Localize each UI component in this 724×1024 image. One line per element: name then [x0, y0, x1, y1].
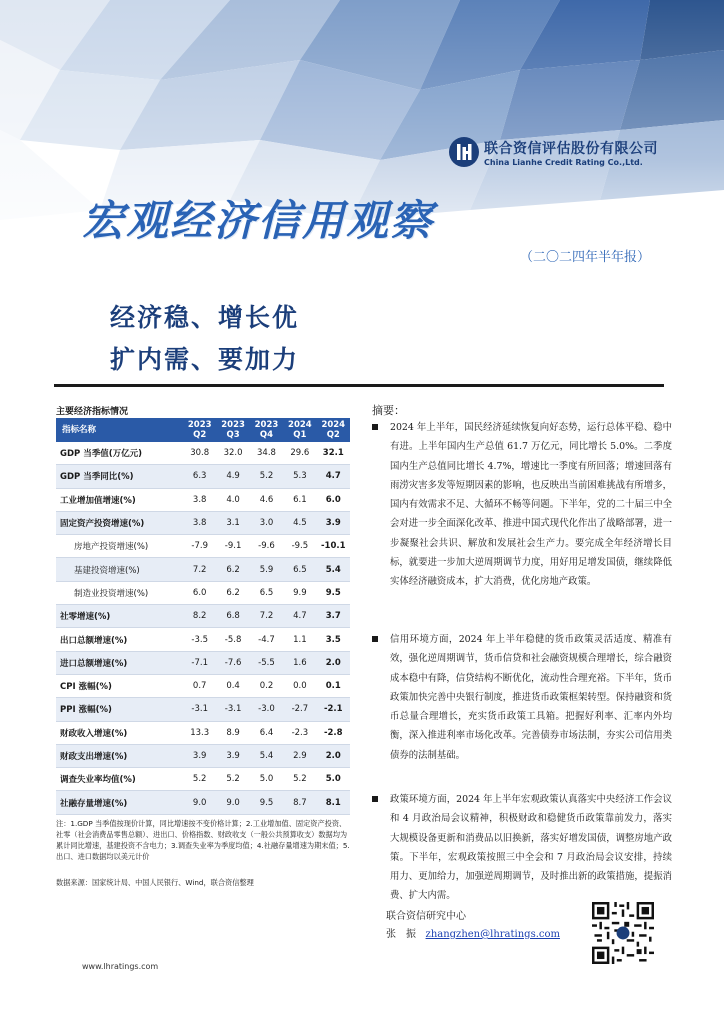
cell-value: 6.3: [183, 465, 216, 488]
indicator-name: 社零增速(%): [56, 605, 183, 628]
indicator-name: 基建投资增速(%): [56, 558, 183, 581]
cell-value: 13.3: [183, 721, 216, 744]
cell-value: 5.4: [250, 744, 283, 767]
cell-value: 30.8: [183, 442, 216, 465]
table-row: [56, 465, 350, 488]
table-row: [56, 698, 350, 721]
cell-value: 2.9: [283, 744, 316, 767]
indicator-name: 社融存量增速(%): [56, 791, 183, 814]
abstract-text: 政策环境方面，2024 年上半年宏观政策认真落实中央经济工作会议和 4 月政治局会议精神，积极财政和稳健货币政策靠前发力，落实大规模设备更新和消费品以旧换新，落实好增发国债，调整房地产政策。下半年，宏观政策按照三中全会和 7 月政治局会议安排，持续用力、更加给力，加强逆周期调节，及时推出新的政策措施，提振消费、扩大内需。: [390, 794, 672, 902]
table-row: [56, 535, 350, 558]
header-col-2: [216, 418, 249, 442]
table-row: [56, 581, 350, 604]
cell-value-latest: 8.1: [317, 791, 350, 814]
cell-value: 7.2: [183, 558, 216, 581]
indicator-name: 房地产投资增速(%): [56, 535, 183, 558]
cell-value: 3.9: [216, 744, 249, 767]
cell-value: 8.9: [216, 721, 249, 744]
col-year: 2024: [321, 420, 346, 430]
cell-value: 1.6: [283, 651, 316, 674]
cell-value-latest: 6.0: [317, 488, 350, 511]
cell-value: 8.7: [283, 791, 316, 814]
table-row: [56, 488, 350, 511]
cell-value: -7.6: [216, 651, 249, 674]
cell-value: -9.5: [283, 535, 316, 558]
cell-value: 6.5: [283, 558, 316, 581]
data-source: 数据来源：国家统计局、中国人民银行、Wind，联合资信整理: [56, 878, 254, 887]
contact-person: 张 振: [386, 929, 416, 940]
indicator-name: 工业增加值增速(%): [56, 488, 183, 511]
col-year: 2023: [187, 420, 212, 430]
cell-value: -2.7: [283, 698, 316, 721]
header-col-5: [317, 418, 350, 442]
cell-value: 5.9: [250, 558, 283, 581]
cell-value: 32.0: [216, 442, 249, 465]
table-row: [56, 442, 350, 465]
cell-value: -4.7: [250, 628, 283, 651]
section-divider: [54, 384, 664, 387]
cell-value: 3.8: [183, 511, 216, 534]
cell-value: -9.1: [216, 535, 249, 558]
col-quarter: Q1: [293, 430, 307, 440]
indicator-name: 进口总额增速(%): [56, 651, 183, 674]
cell-value-latest: 2.0: [317, 744, 350, 767]
cell-value: 3.1: [216, 511, 249, 534]
cell-value: -3.5: [183, 628, 216, 651]
cell-value-latest: -10.1: [317, 535, 350, 558]
table-row: [56, 605, 350, 628]
company-logo: [448, 136, 688, 176]
table-row: [56, 791, 350, 814]
bullet-square-icon: [372, 796, 378, 802]
indicator-name: 财政收入增速(%): [56, 721, 183, 744]
cell-value: 8.2: [183, 605, 216, 628]
cell-value: 3.0: [250, 511, 283, 534]
cell-value-latest: 9.5: [317, 581, 350, 604]
cell-value-latest: 0.1: [317, 674, 350, 697]
col-quarter: Q2: [326, 430, 340, 440]
indicator-name: GDP 当季同比(%): [56, 465, 183, 488]
research-center: 联合资信研究中心: [386, 911, 466, 922]
indicator-name: 调查失业率均值(%): [56, 768, 183, 791]
col-year: 2024: [288, 420, 312, 430]
col-year: 2023: [254, 420, 279, 430]
cell-value: 34.8: [250, 442, 283, 465]
cell-value: -5.8: [216, 628, 249, 651]
cell-value: 6.2: [216, 558, 249, 581]
cell-value: -2.3: [283, 721, 316, 744]
col-quarter: Q3: [226, 430, 240, 440]
contact-email-link[interactable]: zhangzhen@lhratings.com: [425, 929, 560, 940]
cell-value: 0.4: [216, 674, 249, 697]
table-row: [56, 558, 350, 581]
contact-block: [386, 908, 560, 944]
table-row: [56, 651, 350, 674]
indicator-name: 财政支出增速(%): [56, 744, 183, 767]
cell-value: 0.0: [283, 674, 316, 697]
cell-value-latest: 3.5: [317, 628, 350, 651]
col-quarter: Q2: [193, 430, 207, 440]
cell-value: -5.5: [250, 651, 283, 674]
table-row: [56, 511, 350, 534]
cell-value: 4.7: [283, 605, 316, 628]
indicator-name: 出口总额增速(%): [56, 628, 183, 651]
cell-value-latest: 32.1: [317, 442, 350, 465]
cell-value: 0.2: [250, 674, 283, 697]
cell-value-latest: 4.7: [317, 465, 350, 488]
cell-value: 5.2: [283, 768, 316, 791]
cell-value: -9.6: [250, 535, 283, 558]
cell-value: 9.0: [216, 791, 249, 814]
abstract-item: [372, 630, 672, 765]
cell-value: 6.4: [250, 721, 283, 744]
cell-value: 29.6: [283, 442, 316, 465]
cell-value: 4.5: [283, 511, 316, 534]
lianhe-logo-icon: [448, 136, 480, 168]
table-caption: 主要经济指标情况: [56, 407, 129, 417]
cell-value: 6.8: [216, 605, 249, 628]
cell-value-latest: 5.4: [317, 558, 350, 581]
company-name-cn: 联合资信评估股份有限公司: [484, 141, 658, 157]
cell-value: 9.0: [183, 791, 216, 814]
header-col-1: [183, 418, 216, 442]
cell-value: 4.9: [216, 465, 249, 488]
indicator-name: PPI 涨幅(%): [56, 698, 183, 721]
indicator-table: [56, 418, 350, 815]
cell-value: 9.5: [250, 791, 283, 814]
cell-value: -7.1: [183, 651, 216, 674]
cell-value: 6.1: [283, 488, 316, 511]
cell-value-latest: 2.0: [317, 651, 350, 674]
cell-value: 6.2: [216, 581, 249, 604]
cell-value: 4.0: [216, 488, 249, 511]
cell-value: 5.0: [250, 768, 283, 791]
contact-line: [386, 926, 560, 944]
cell-value: 0.7: [183, 674, 216, 697]
cell-value: 7.2: [250, 605, 283, 628]
abstract-title: 摘要：: [372, 404, 405, 417]
indicator-name: 制造业投资增速(%): [56, 581, 183, 604]
cell-value-latest: 5.0: [317, 768, 350, 791]
table-row: [56, 768, 350, 791]
header-col-4: [283, 418, 316, 442]
cell-value: -3.0: [250, 698, 283, 721]
cell-value: -7.9: [183, 535, 216, 558]
cell-value-latest: 3.7: [317, 605, 350, 628]
abstract-item: [372, 790, 672, 906]
table-row: [56, 628, 350, 651]
cell-value: 5.3: [283, 465, 316, 488]
abstract-text: 信用环境方面，2024 年上半年稳健的货币政策灵活适度、精准有效，强化逆周期调节，货币信贷和社会融资规模合理增长，综合融资成本稳中有降，信贷结构不断优化，流动性合理充裕。下半年，货币政策加快完善中央银行制度，推进货币政策框架转型。保持融资和货币总量合理增长，充实货币政策工具箱。把握好利率、汇率内外均衡，深入推进利率市场化改革。完善债券市场法制，夯实公司信用类债券的法制基础。: [390, 634, 672, 761]
table-notes: 注：1.GDP 当季值按现价计算，同比增速按不变价格计算；2.工业增加值、固定资产投资、社零（社会消费品零售总额）、进出口、价格指数、财政收支（一般公共预算收支）数据均为累计同比增速，基建投资不含电力；3.调查失业率为季度均值；4.社融存量增速为期末值；5.出口、进口数据均以美元计价: [56, 819, 350, 861]
table-header-row: [56, 418, 350, 442]
col-quarter: Q4: [259, 430, 274, 440]
indicator-name: CPI 涨幅(%): [56, 674, 183, 697]
headline-1: 经济稳、增长优: [110, 303, 300, 332]
abstract-text: 2024 年上半年，国民经济延续恢复向好态势，运行总体平稳、稳中有进。上半年国内生产总值 61.7 万亿元，同比增长 5.0%。二季度国内生产总值同比增长 4.7%，增速比一季度有所回落；增速回落有雨涝灾害多发等短期因素的影响，也反映出当前困难挑战有所增多，国内有效需求不足、大循环不畅等问题。下半年，党的二十届三中全会对进一步全面深化改革、推进中国式现代化作出了战略部署，进一步凝聚社会共识、解放和发展社会生产力。要完成全年经济增长目标，就要进一步加大逆周期调节力度，用好用足增发国债，继续降低实体经济融资成本，扩大消费，优化房地产政策。: [390, 422, 672, 588]
cell-value: 3.8: [183, 488, 216, 511]
cell-value: 1.1: [283, 628, 316, 651]
cell-value: 5.2: [250, 465, 283, 488]
header-indicator-name: 指标名称: [56, 418, 183, 442]
cell-value: 5.2: [183, 768, 216, 791]
cell-value-latest: 3.9: [317, 511, 350, 534]
col-year: 2023: [221, 420, 245, 430]
indicator-name: 固定资产投资增速(%): [56, 511, 183, 534]
cell-value: -3.1: [183, 698, 216, 721]
headline-2: 扩内需、要加力: [110, 345, 300, 374]
bullet-square-icon: [372, 636, 378, 642]
indicator-name: GDP 当季值(万亿元): [56, 442, 183, 465]
abstract-item: [372, 418, 672, 592]
table-row: [56, 744, 350, 767]
report-period: （二〇二四年半年报）: [520, 250, 651, 265]
cell-value-latest: -2.1: [317, 698, 350, 721]
cell-value: -3.1: [216, 698, 249, 721]
cell-value: 6.5: [250, 581, 283, 604]
cell-value: 9.9: [283, 581, 316, 604]
table-row: [56, 674, 350, 697]
footer-website: www.lhratings.com: [82, 962, 159, 971]
cell-value: 5.2: [216, 768, 249, 791]
cell-value-latest: -2.8: [317, 721, 350, 744]
cell-value: 3.9: [183, 744, 216, 767]
cell-value: 6.0: [183, 581, 216, 604]
report-title: 宏观经济信用观察: [82, 196, 435, 245]
company-name-en: China Lianhe Credit Rating Co.,Ltd.: [484, 158, 643, 167]
header-col-3: [250, 418, 283, 442]
qr-code-icon: [592, 902, 654, 964]
table-row: [56, 721, 350, 744]
bullet-square-icon: [372, 424, 378, 430]
cell-value: 4.6: [250, 488, 283, 511]
